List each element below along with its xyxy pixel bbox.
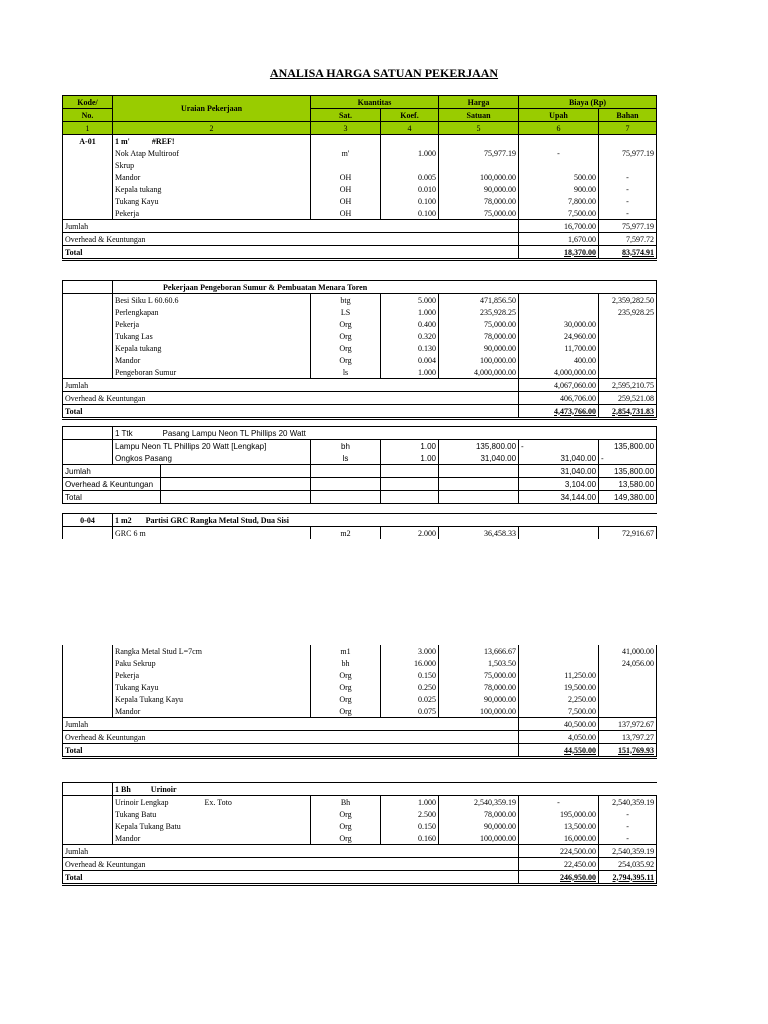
table-row: Mandor Org 0.160 100,000.00 16,000.00 - [63, 832, 657, 845]
table-row: GRC 6 m m2 2.000 36,458.33 72,916.67 [63, 527, 657, 540]
header-num-6: 6 [519, 122, 599, 135]
item-name: Nok Atap Multiroof [113, 147, 311, 159]
header-biaya: Biaya (Rp) [519, 96, 657, 109]
total-row: Total 18,370.00 83,574.91 [63, 246, 657, 260]
header-num-1: 1 [63, 122, 113, 135]
table-row: Kepala Tukang Batu Org 0.150 90,000.00 13,500.00 - [63, 820, 657, 832]
item-name: Paku Sekrup [113, 657, 311, 669]
table-row: Tukang Kayu Org 0.250 78,000.00 19,500.00 [63, 681, 657, 693]
item-name: Pekerja [113, 318, 311, 330]
table-row: Kepala tukang OH 0.010 90,000.00 900.00 - [63, 183, 657, 195]
table-row: Pekerja OH 0.100 75,000.00 7,500.00 - [63, 207, 657, 220]
item-unit: 1 Ttk [113, 427, 161, 440]
header-bahan: Bahan [599, 109, 657, 122]
section-title: 1 m2 Partisi GRC Rangka Metal Stud, Dua Sisi [113, 514, 657, 527]
item-unit-ref: 1 m' #REF! [113, 135, 311, 148]
item-name: Pengeboran Sumur [113, 366, 311, 379]
section-title-row [63, 135, 657, 148]
jumlah-row: Jumlah 16,700.00 75,977.19 [63, 220, 657, 233]
overhead-row: Overhead & Keuntungan 4,050.00 13,797.27 [63, 731, 657, 744]
table-row: Urinoir Lengkap Ex. Toto Bh 1.000 2,540,359.19 - 2,540,359.19 [63, 796, 657, 809]
item-code: 0-04 [63, 514, 113, 527]
section-title: Pekerjaan Pengeboran Sumur & Pembuatan Menara Toren [113, 281, 519, 294]
item-name: Tukang Las [113, 330, 311, 342]
header-num-7: 7 [599, 122, 657, 135]
item-name: Perlengkapan [113, 306, 311, 318]
item-name: Skrup [113, 159, 311, 171]
overhead-row: Overhead & Keuntungan 406,706.00 259,521.08 [63, 392, 657, 405]
overhead-row: Overhead & Keuntungan 1,670.00 7,597.72 [63, 233, 657, 246]
item-name: Kepala tukang [113, 342, 311, 354]
overhead-row: Overhead & Keuntungan 3,104.00 13,580.00 [63, 478, 657, 491]
item-name: Pekerja [113, 207, 311, 220]
header-kode: Kode/ [63, 96, 113, 109]
section-title-row [63, 783, 657, 796]
table-row: Pengeboran Sumur ls 1.000 4,000,000.00 4,000,000.00 [63, 366, 657, 379]
table-row: Pekerja Org 0.150 75,000.00 11,250.00 [63, 669, 657, 681]
section-title-row [63, 514, 657, 527]
overhead-row: Overhead & Keuntungan 22,450.00 254,035.92 [63, 858, 657, 871]
header-no: No. [63, 109, 113, 122]
header-satuan: Satuan [439, 109, 519, 122]
header-upah: Upah [519, 109, 599, 122]
section-grc-continued-table [62, 645, 657, 759]
table-row: Besi Siku L 60.60.6 btg 5.000 471,856.50 2,359,282.50 [63, 294, 657, 307]
table-row: Tukang Kayu OH 0.100 78,000.00 7,800.00 - [63, 195, 657, 207]
table-row: Paku Sekrup bh 16.000 1,503.50 24,056.00 [63, 657, 657, 669]
item-name: Besi Siku L 60.60.6 [113, 294, 311, 307]
total-row: Total 44,550.00 151,769.93 [63, 744, 657, 758]
header-num-2: 2 [113, 122, 311, 135]
table-row [63, 159, 657, 171]
total-row: Total 246,950.00 2,794,395.11 [63, 871, 657, 885]
item-name: Tukang Kayu [113, 681, 311, 693]
item-name: Ongkos Pasang [113, 452, 311, 465]
section-sumur-table [62, 280, 657, 420]
table-row: Mandor Org 0.075 100,000.00 7,500.00 [63, 705, 657, 718]
item-name: Kepala Tukang Batu [113, 820, 311, 832]
header-sat: Sat. [311, 109, 381, 122]
section-title-row [63, 281, 657, 294]
header-uraian: Uraian Pekerjaan [113, 96, 311, 122]
table-row: Kepala Tukang Kayu Org 0.025 90,000.00 2,250.00 [63, 693, 657, 705]
item-name: Mandor [113, 171, 311, 183]
total-row: Total 4,473,766.00 2,854,731.83 [63, 405, 657, 419]
item-name: Kepala tukang [113, 183, 311, 195]
table-row: Kepala tukang Org 0.130 90,000.00 11,700.00 [63, 342, 657, 354]
table-row: Rangka Metal Stud L=7cm m1 3.000 13,666.67 41,000.00 [63, 645, 657, 657]
table-row: Nok Atap Multiroof m' 1.000 75,977.19 - 75,977.19 [63, 147, 657, 159]
jumlah-row: Jumlah 224,500.00 2,540,359.19 [63, 845, 657, 858]
item-name: Mandor [113, 832, 311, 845]
header-num-5: 5 [439, 122, 519, 135]
header-num-3: 3 [311, 122, 381, 135]
section-urinoir-table [62, 782, 657, 886]
jumlah-row: Jumlah 4,067,060.00 2,595,210.75 [63, 379, 657, 392]
page-title: ANALISA HARGA SATUAN PEKERJAAN [269, 66, 499, 80]
item-name: Tukang Batu [113, 808, 311, 820]
table-row: Ongkos Pasang ls 1.00 31,040.00 31,040.00 - [63, 452, 657, 465]
item-name: Tukang Kayu [113, 195, 311, 207]
item-name: Kepala Tukang Kayu [113, 693, 311, 705]
table-row: Tukang Batu Org 2.500 78,000.00 195,000.00 - [63, 808, 657, 820]
table-row: Tukang Las Org 0.320 78,000.00 24,960.00 [63, 330, 657, 342]
item-name: Mandor [113, 354, 311, 366]
header-koef: Koef. [381, 109, 439, 122]
header-kuantitas: Kuantitas [311, 96, 439, 109]
header-num-4: 4 [381, 122, 439, 135]
table-row: Lampu Neon TL Phillips 20 Watt [Lengkap] bh 1.00 135,800.00 - 135,800.00 [63, 440, 657, 453]
section-lampu-table [62, 426, 657, 504]
header-row-1 [63, 96, 657, 109]
jumlah-row: Jumlah 31,040.00 135,800.00 [63, 465, 657, 478]
item-name: Mandor [113, 705, 311, 718]
table-row: Pekerja Org 0.400 75,000.00 30,000.00 [63, 318, 657, 330]
item-name: Rangka Metal Stud L=7cm [113, 645, 311, 657]
section-title: Pasang Lampu Neon TL Phillips 20 Watt [161, 427, 519, 440]
total-row: Total 34,144.00 149,380.00 [63, 491, 657, 504]
section-title: 1 Bh Urinoir [113, 783, 657, 796]
jumlah-row: Jumlah 40,500.00 137,972.67 [63, 718, 657, 731]
table-row: Perlengkapan LS 1.000 235,928.25 235,928.25 [63, 306, 657, 318]
section-a01-table [62, 95, 657, 261]
item-name: Pekerja [113, 669, 311, 681]
section-grc-table [62, 513, 657, 539]
item-name: Urinoir Lengkap Ex. Toto [113, 796, 311, 809]
table-row: Mandor Org 0.004 100,000.00 400.00 [63, 354, 657, 366]
item-code: A-01 [63, 135, 113, 148]
section-title-row [63, 427, 657, 440]
header-harga: Harga [439, 96, 519, 109]
table-row: Mandor OH 0.005 100,000.00 500.00 - [63, 171, 657, 183]
item-name: Lampu Neon TL Phillips 20 Watt [Lengkap] [113, 440, 311, 453]
header-numbers-row [63, 122, 657, 135]
